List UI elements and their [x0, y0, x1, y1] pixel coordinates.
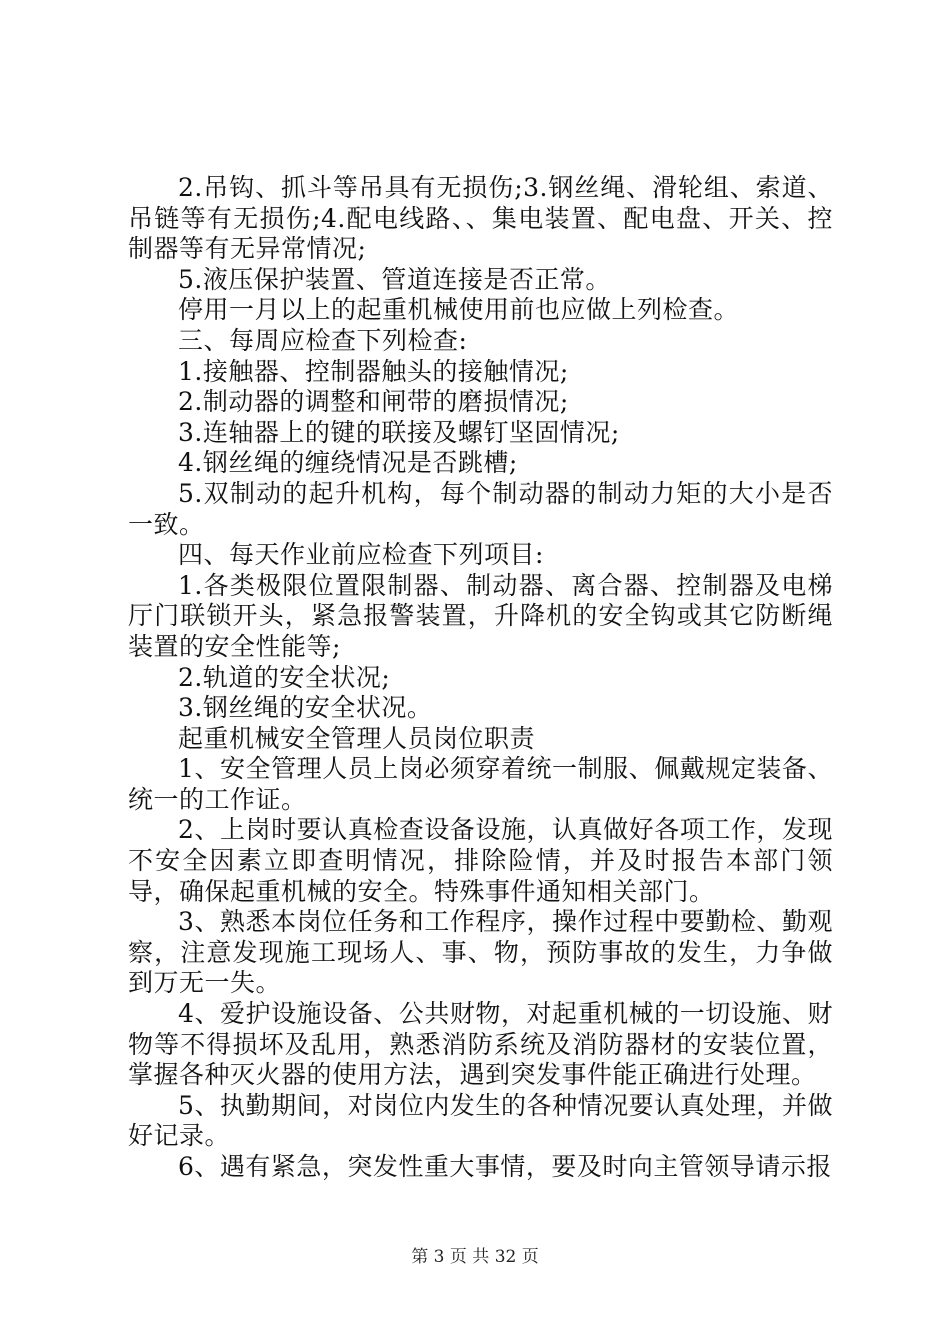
paragraph: 1.各类极限位置限制器、制动器、离合器、控制器及电梯厅门联锁开头，紧急报警装置，升降机的安全钩或其它防断绳装置的安全性能等; [128, 570, 833, 661]
paragraph: 停用一月以上的起重机械使用前也应做上列检查。 [178, 295, 740, 325]
paragraph: 2.轨道的安全状况; [178, 662, 391, 692]
page-number-footer: 第 3 页 共 32 页 [411, 1247, 539, 1267]
document-body [128, 173, 833, 1183]
paragraph: 1、安全管理人员上岗必须穿着统一制服、佩戴规定装备、统一的工作证。 [128, 754, 833, 814]
paragraph: 3.连轴器上的键的联接及螺钉坚固情况; [178, 417, 620, 447]
paragraph: 3.钢丝绳的安全状况。 [178, 693, 433, 723]
paragraph: 4、爱护设施设备、公共财物，对起重机械的一切设施、财物等不得损坏及乱用，熟悉消防系统及消防器材的安装位置，掌握各种灭火器的使用方法，遇到突发事件能正确进行处理。 [128, 999, 833, 1090]
paragraph: 4.钢丝绳的缠绕情况是否跳槽; [178, 448, 518, 478]
paragraph: 2.制动器的调整和闸带的磨损情况; [178, 387, 569, 417]
section-heading: 四、每天作业前应检查下列项目: [178, 540, 544, 570]
paragraph: 6、遇有紧急，突发性重大事情，要及时向主管领导请示报 [178, 1152, 832, 1181]
paragraph: 2、上岗时要认真检查设备设施，认真做好各项工作，发现不安全因素立即查明情况，排除险情，并及时报告本部门领导，确保起重机械的安全。特殊事件通知相关部门。 [128, 815, 833, 906]
paragraph: 5.液压保护装置、管道连接是否正常。 [178, 264, 611, 294]
paragraph: 1.接触器、控制器触头的接触情况; [178, 356, 569, 386]
section-heading: 起重机械安全管理人员岗位职责 [178, 723, 536, 753]
paragraph: 5.双制动的起升机构，每个制动器的制动力矩的大小是否一致。 [128, 478, 833, 539]
paragraph: 5、执勤期间，对岗位内发生的各种情况要认真处理，并做好记录。 [128, 1090, 833, 1151]
paragraph: 3、熟悉本岗位任务和工作程序，操作过程中要勤检、勤观察，注意发现施工现场人、事、物，预防事故的发生，力争做到万无一失。 [128, 907, 833, 998]
paragraph: 2.吊钩、抓斗等吊具有无损伤;3.钢丝绳、滑轮组、索道、吊链等有无损伤;4.配电线路、、集电装置、配电盘、开关、控制器等有无异常情况; [128, 173, 833, 264]
section-heading: 三、每周应检查下列检查: [178, 325, 468, 355]
